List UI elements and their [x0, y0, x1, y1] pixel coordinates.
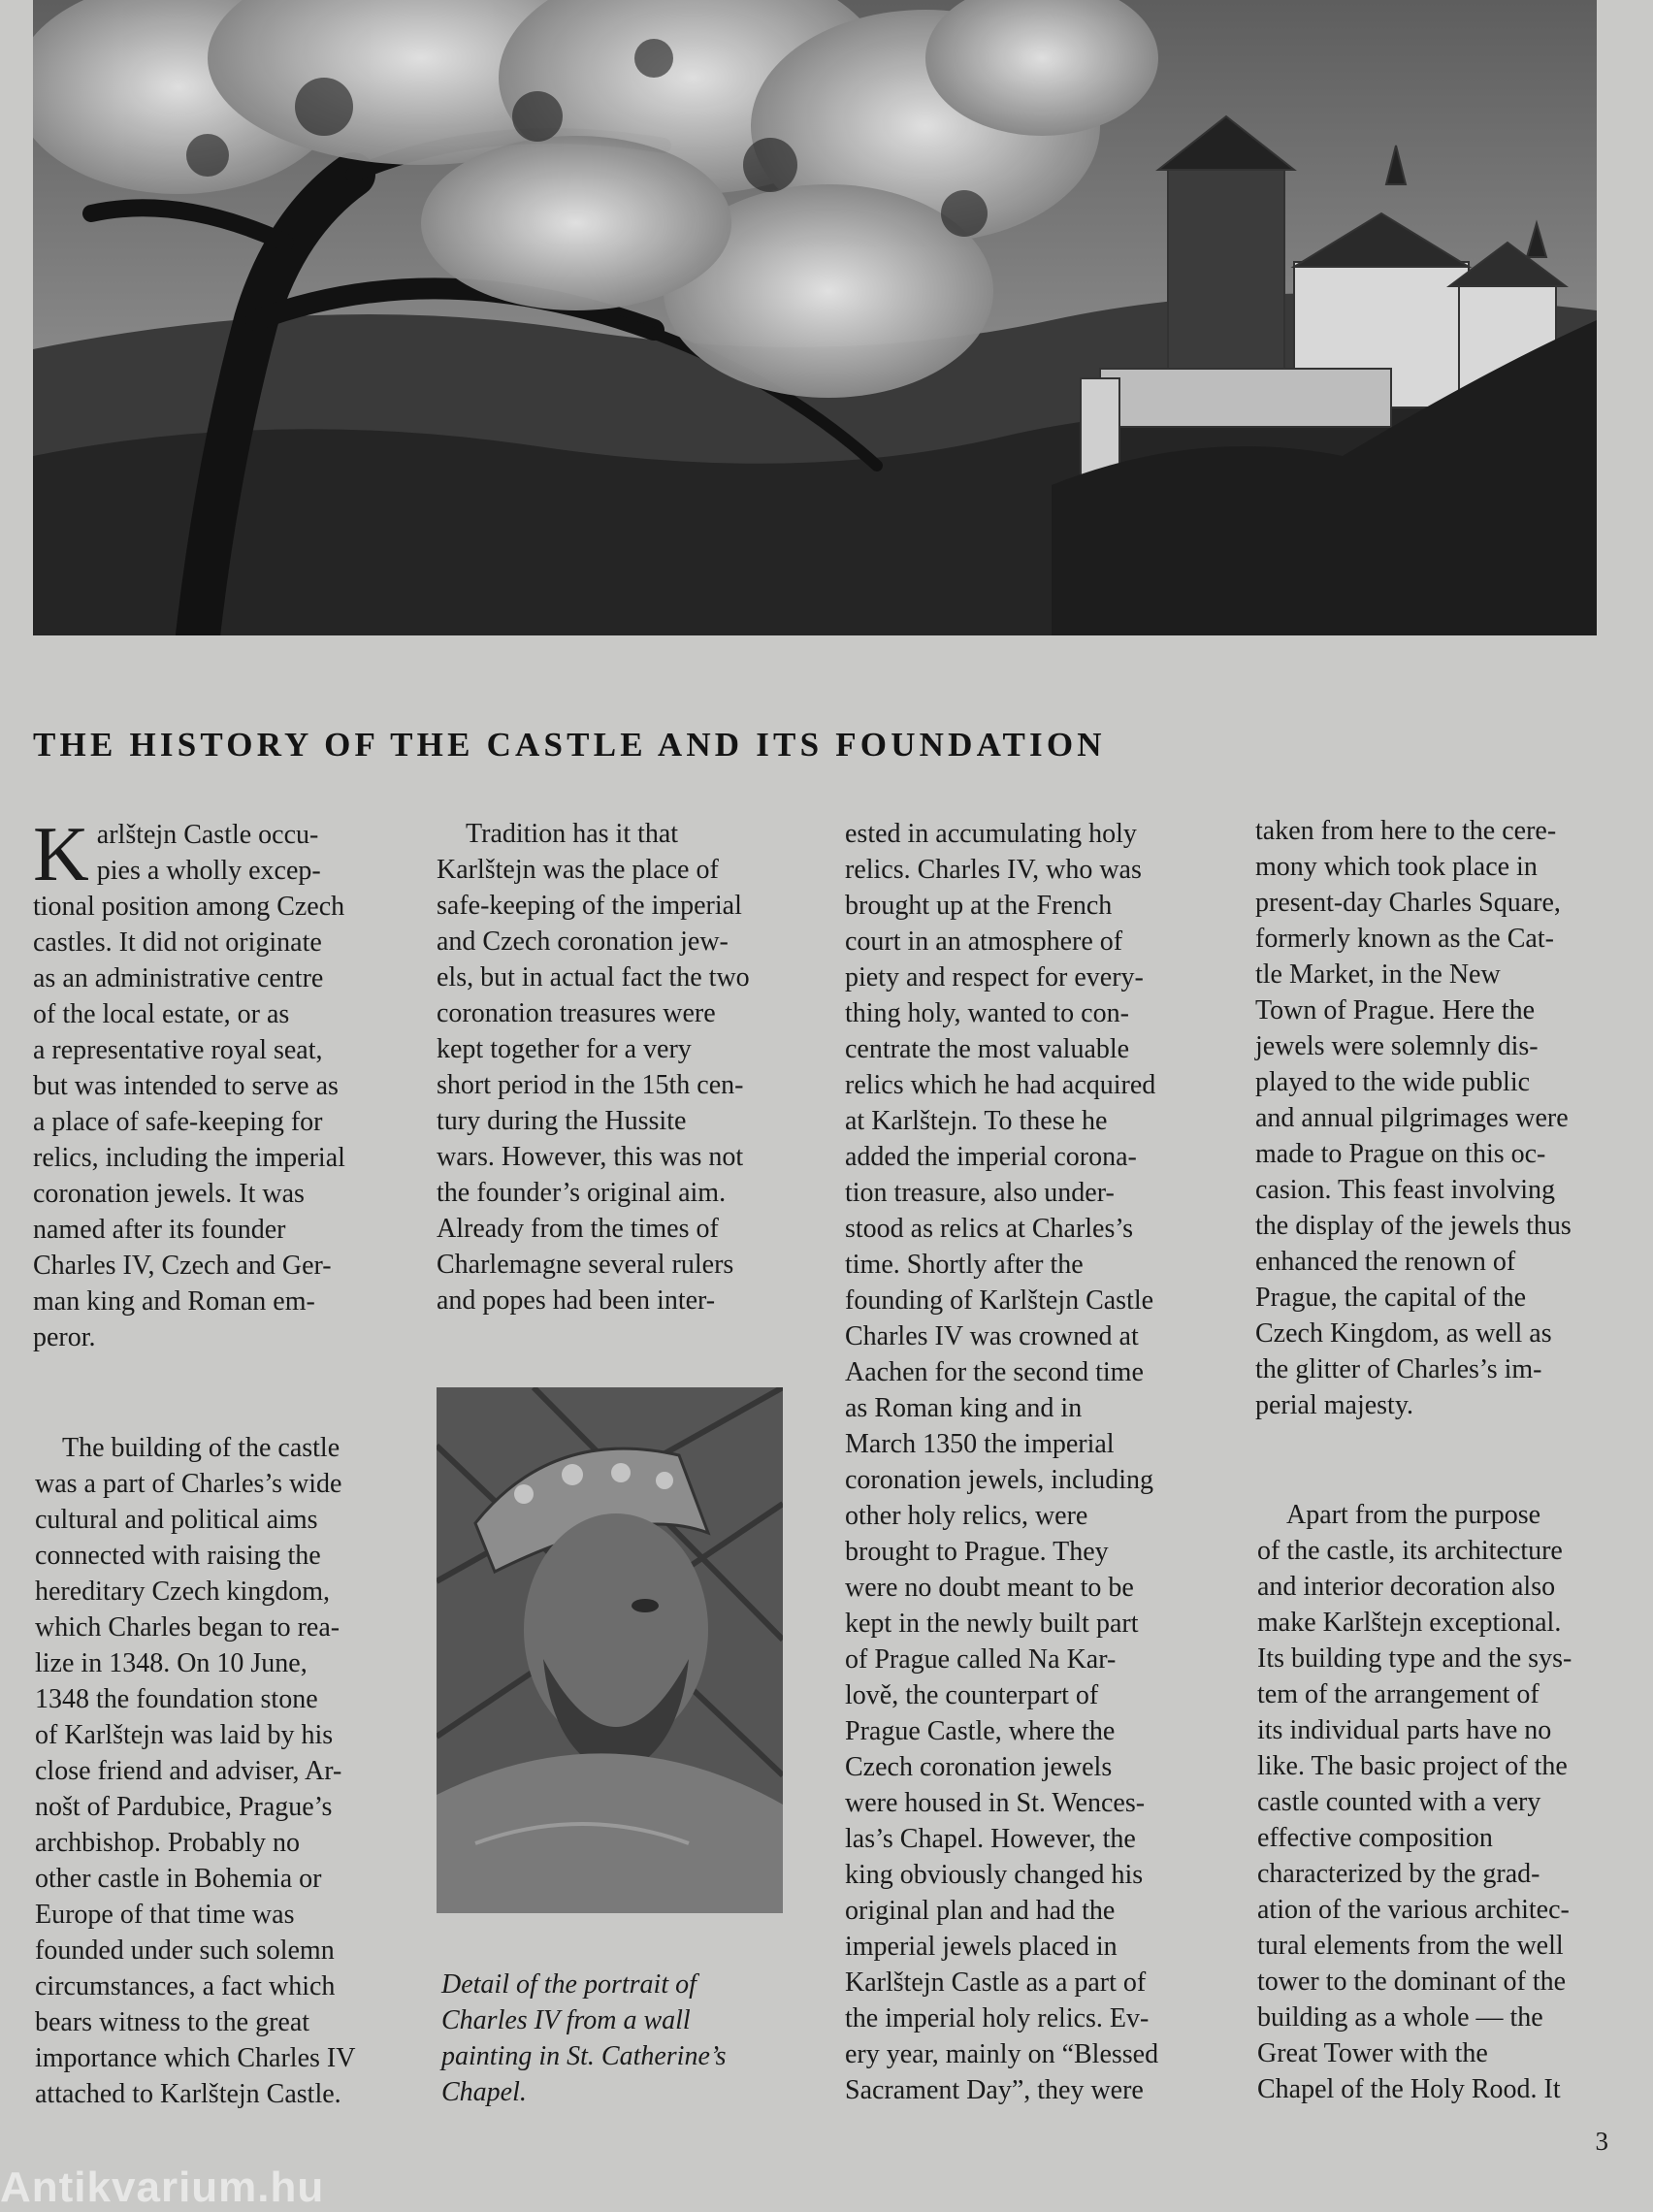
text-line: els, but in actual fact the two	[437, 962, 750, 992]
paragraph-1	[33, 812, 392, 1355]
text-line: and annual pilgrimages were	[1255, 1103, 1569, 1133]
text-line: casion. This feast involving	[1255, 1175, 1555, 1205]
text-line: coronation jewels. It was	[33, 1179, 305, 1209]
text-line: were no doubt meant to be	[845, 1573, 1134, 1603]
text-line: Its building type and the sys-	[1257, 1643, 1572, 1674]
text-line: tower to the dominant of the	[1257, 1967, 1567, 1997]
column-3	[845, 816, 1204, 2108]
text-line: the glitter of Charles’s im-	[1255, 1354, 1542, 1384]
text-line: cultural and political aims	[35, 1505, 318, 1535]
text-line: Prague, the capital of the	[1255, 1283, 1527, 1313]
text-line: 1348 the foundation stone	[35, 1684, 318, 1714]
text-line: wars. However, this was not	[437, 1142, 744, 1172]
text-line: as an administrative centre	[33, 963, 324, 993]
text-line: other holy relics, were	[845, 1501, 1088, 1531]
text-line: characterized by the grad-	[1257, 1859, 1540, 1889]
text-line: Charles IV was crowned at	[845, 1321, 1139, 1351]
text-line: added the imperial corona-	[845, 1142, 1137, 1172]
column-4-paragraph-2	[1257, 1497, 1616, 2107]
text-line: tle Market, in the New	[1255, 960, 1501, 990]
text-line: thing holy, wanted to con-	[845, 998, 1129, 1028]
text-line: kept in the newly built part	[845, 1609, 1139, 1639]
text-line: brought to Prague. They	[845, 1537, 1109, 1567]
text-line: named after its founder	[33, 1215, 286, 1245]
text-line: bears witness to the great	[35, 2007, 310, 2037]
text-line: piety and respect for every-	[845, 962, 1144, 992]
text-line: Sacrament Day”, they were	[845, 2075, 1144, 2105]
text-line: las’s Chapel. However, the	[845, 1824, 1136, 1854]
text-line: man king and Roman em-	[33, 1286, 315, 1317]
text-line: relics which he had acquired	[845, 1070, 1156, 1100]
text-line: Town of Prague. Here the	[1255, 995, 1536, 1025]
text-line: of Prague called Na Kar-	[845, 1644, 1117, 1675]
text-line: Charlemagne several rulers	[437, 1250, 734, 1280]
text-line: enhanced the renown of	[1255, 1247, 1516, 1277]
text-line: was a part of Charles’s wide	[35, 1469, 342, 1499]
column-2	[437, 816, 795, 1318]
text-line: Charles IV, Czech and Ger-	[33, 1251, 332, 1281]
portrait-caption	[441, 1967, 791, 2110]
text-line: Czech coronation jewels	[845, 1752, 1113, 1782]
text-line: Karlštejn was the place of	[437, 855, 719, 885]
text-line: Prague Castle, where the	[845, 1716, 1116, 1746]
text-line: made to Prague on this oc-	[1255, 1139, 1546, 1169]
column-1	[33, 812, 392, 1355]
text-line: connected with raising the	[35, 1541, 321, 1571]
text-line: archbishop. Probably no	[35, 1828, 300, 1858]
text-line: mony which took place in	[1255, 852, 1538, 882]
text-line: and interior decoration also	[1257, 1572, 1556, 1602]
caption-line: Charles IV from a wall	[441, 2005, 691, 2035]
page-title: THE HISTORY OF THE CASTLE AND ITS FOUNDATION	[33, 726, 1106, 764]
text-line: relics, including the imperial	[33, 1143, 345, 1173]
castle-photo-drawing	[33, 0, 1597, 635]
text-line: time. Shortly after the	[845, 1250, 1084, 1280]
text-line: the founder’s original aim.	[437, 1178, 727, 1208]
text-line: as Roman king and in	[845, 1393, 1083, 1423]
charles-iv-portrait-image	[437, 1387, 783, 1913]
text-line: hereditary Czech kingdom,	[35, 1577, 331, 1607]
caption-line: Chapel.	[441, 2077, 527, 2107]
text-line: and popes had been inter-	[437, 1285, 716, 1316]
text-line: tion treasure, also under-	[845, 1178, 1115, 1208]
text-line: its individual parts have no	[1257, 1715, 1552, 1745]
text-line: The building of the castle	[62, 1433, 340, 1463]
text-line: at Karlštejn. To these he	[845, 1106, 1108, 1136]
text-line: the display of the jewels thus	[1255, 1211, 1572, 1241]
text-line: safe-keeping of the imperial	[437, 891, 742, 921]
text-line: the imperial holy relics. Ev-	[845, 2003, 1150, 2033]
text-line: a place of safe-keeping for	[33, 1107, 323, 1137]
text-line: tural elements from the well	[1257, 1931, 1564, 1961]
text-line: which Charles began to rea-	[35, 1612, 340, 1643]
drop-cap: K	[33, 812, 89, 897]
watermark: Antikvarium.hu	[0, 2163, 325, 2211]
text-line: court in an atmosphere of	[845, 927, 1123, 957]
text-line: jewels were solemnly dis-	[1255, 1031, 1539, 1061]
text-line: circumstances, a fact which	[35, 1971, 336, 2001]
text-line: Apart from the purpose	[1286, 1500, 1541, 1530]
text-line: arlštejn Castle occu-	[96, 820, 319, 850]
text-line: taken from here to the cere-	[1255, 816, 1557, 846]
text-line: were housed in St. Wences-	[845, 1788, 1146, 1818]
text-line: coronation treasures were	[437, 998, 716, 1028]
text-line: lize in 1348. On 10 June,	[35, 1648, 308, 1678]
text-line: founding of Karlštejn Castle	[845, 1285, 1154, 1316]
text-line: importance which Charles IV	[35, 2043, 356, 2073]
text-line: imperial jewels placed in	[845, 1932, 1118, 1962]
text-line: March 1350 the imperial	[845, 1429, 1115, 1459]
text-line: peror.	[33, 1322, 96, 1352]
text-line: a representative royal seat,	[33, 1035, 323, 1065]
text-line: ery year, mainly on “Blessed	[845, 2039, 1159, 2069]
text-line: original plan and had the	[845, 1896, 1116, 1926]
text-line: relics. Charles IV, who was	[845, 855, 1142, 885]
text-line: castles. It did not originate	[33, 927, 322, 958]
text-line: formerly known as the Cat-	[1255, 924, 1554, 954]
text-line: brought up at the French	[845, 891, 1113, 921]
text-line: Great Tower with the	[1257, 2038, 1488, 2068]
text-line: of Karlštejn was laid by his	[35, 1720, 334, 1750]
text-line: Already from the times of	[437, 1214, 719, 1244]
text-line: tury during the Hussite	[437, 1106, 687, 1136]
text-line: centrate the most valuable	[845, 1034, 1130, 1064]
text-line: building as a whole — the	[1257, 2002, 1543, 2033]
text-line: other castle in Bohemia or	[35, 1864, 322, 1894]
text-line: Europe of that time was	[35, 1900, 295, 1930]
text-line: short period in the 15th cen-	[437, 1070, 744, 1100]
text-line: stood as relics at Charles’s	[845, 1214, 1134, 1244]
text-line: make Karlštejn exceptional.	[1257, 1608, 1562, 1638]
text-line: ation of the various architec-	[1257, 1895, 1570, 1925]
caption-line: Detail of the portrait of	[441, 1969, 697, 2000]
portrait-drawing	[437, 1387, 783, 1913]
text-line: Karlštejn Castle as a part of	[845, 1968, 1147, 1998]
text-line: Aachen for the second time	[845, 1357, 1144, 1387]
text-line: close friend and adviser, Ar-	[35, 1756, 342, 1786]
text-line: of the local estate, or as	[33, 999, 290, 1029]
text-line: perial majesty.	[1255, 1390, 1414, 1420]
text-line: Czech Kingdom, as well as	[1255, 1318, 1552, 1349]
castle-landscape-photo	[33, 0, 1597, 635]
text-line: and Czech coronation jew-	[437, 927, 729, 957]
text-line: founded under such solemn	[35, 1936, 335, 1966]
text-line: Chapel of the Holy Rood. It	[1257, 2074, 1561, 2104]
text-line: present-day Charles Square,	[1255, 888, 1561, 918]
caption-line: painting in St. Catherine’s	[441, 2041, 727, 2071]
column-4	[1255, 813, 1614, 1423]
text-line: coronation jewels, including	[845, 1465, 1154, 1495]
text-line: king obviously changed his	[845, 1860, 1144, 1890]
text-line: attached to Karlštejn Castle.	[35, 2079, 341, 2109]
text-line: nošt of Pardubice, Prague’s	[35, 1792, 333, 1822]
text-line: kept together for a very	[437, 1034, 692, 1064]
text-line: ested in accumulating holy	[845, 819, 1137, 849]
text-line: lově, the counterpart of	[845, 1680, 1099, 1710]
page-number: 3	[1595, 2127, 1608, 2156]
text-line: pies a wholly excep-	[96, 856, 321, 886]
text-line: Tradition has it that	[466, 819, 679, 849]
text-line: tional position among Czech	[33, 892, 345, 922]
text-line: of the castle, its architecture	[1257, 1536, 1563, 1566]
text-line: like. The basic project of the	[1257, 1751, 1568, 1781]
text-line: castle counted with a very	[1257, 1787, 1541, 1817]
column-1-paragraph-2	[35, 1430, 394, 2112]
text-line: tem of the arrangement of	[1257, 1679, 1540, 1709]
text-line: played to the wide public	[1255, 1067, 1531, 1097]
text-line: effective composition	[1257, 1823, 1493, 1853]
text-line: but was intended to serve as	[33, 1071, 339, 1101]
